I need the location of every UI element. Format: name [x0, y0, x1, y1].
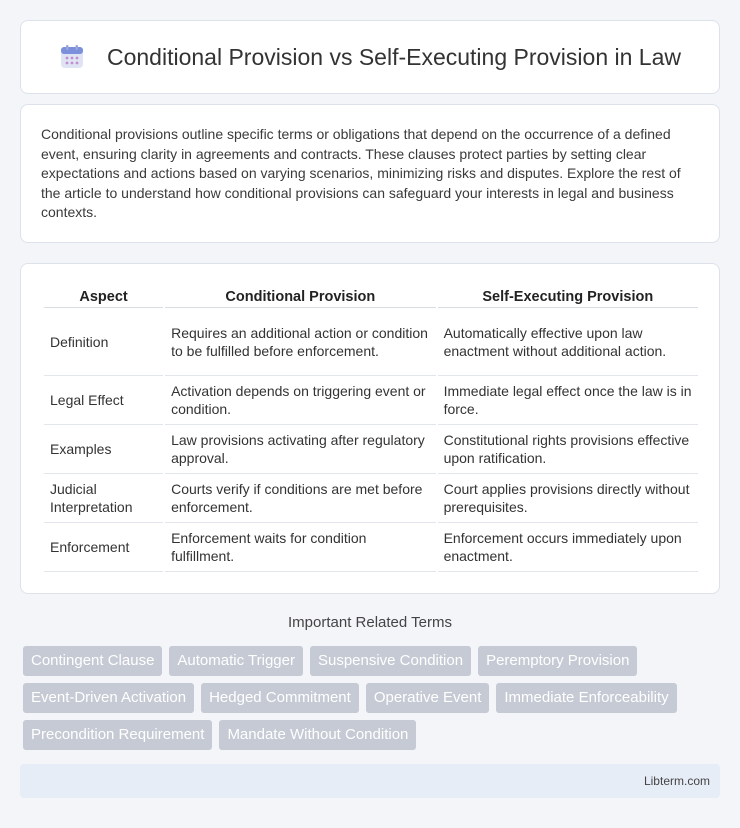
table-cell-self-executing: Constitutional rights provisions effective upon ratification.: [438, 425, 698, 474]
related-term-tag[interactable]: Mandate Without Condition: [219, 720, 416, 750]
related-term-tag[interactable]: Immediate Enforceability: [496, 683, 676, 713]
table-row: [44, 308, 698, 376]
intro-card: [20, 104, 720, 243]
table-cell-conditional: Law provisions activating after regulatory approval.: [165, 425, 435, 474]
table-cell-conditional: Activation depends on triggering event or condition.: [165, 376, 435, 425]
header-card: [20, 20, 720, 94]
column-header: Self-Executing Provision: [438, 286, 698, 308]
table-cell-conditional: Courts verify if conditions are met before enforcement.: [165, 474, 435, 523]
table-header-row: [44, 286, 698, 308]
table-cell-self-executing: Immediate legal effect once the law is in force.: [438, 376, 698, 425]
table-cell-aspect: Examples: [44, 425, 163, 474]
related-term-tag[interactable]: Hedged Commitment: [201, 683, 359, 713]
footer: [20, 764, 720, 798]
table-row: [44, 425, 698, 474]
related-terms-list: [23, 646, 723, 757]
comparison-table: [42, 286, 700, 572]
column-header: Aspect: [44, 286, 163, 308]
calendar-icon: [59, 44, 85, 70]
site-link[interactable]: Libterm.com: [643, 774, 710, 788]
related-term-tag[interactable]: Peremptory Provision: [478, 646, 637, 676]
related-terms-title: Important Related Terms: [288, 614, 452, 631]
intro-text: Conditional provisions outline specific terms or obligations that depend on the occurrence of a defined event, ensuring clarity in agreements and contracts. These clauses protect parties by setting clear expectations and actions based on varying scenarios, minimizing risks and disputes. Explore the rest of the article to understand how conditional provisions can safeguard your interests in legal and business contexts.: [41, 126, 681, 221]
related-term-tag[interactable]: Event-Driven Activation: [23, 683, 194, 713]
table-cell-conditional: Requires an additional action or condition to be fulfilled before enforcement.: [165, 308, 435, 376]
table-cell-aspect: Enforcement: [44, 523, 163, 572]
table-cell-conditional: Enforcement waits for condition fulfillment.: [165, 523, 435, 572]
table-cell-aspect: Judicial Interpretation: [44, 474, 163, 523]
related-term-tag[interactable]: Operative Event: [366, 683, 490, 713]
table-cell-self-executing: Enforcement occurs immediately upon enactment.: [438, 523, 698, 572]
table-cell-aspect: Legal Effect: [44, 376, 163, 425]
related-term-tag[interactable]: Automatic Trigger: [169, 646, 303, 676]
related-term-tag[interactable]: Suspensive Condition: [310, 646, 471, 676]
table-row: [44, 474, 698, 523]
table-cell-self-executing: Court applies provisions directly without prerequisites.: [438, 474, 698, 523]
comparison-card: [20, 263, 720, 594]
related-term-tag[interactable]: Contingent Clause: [23, 646, 162, 676]
page-title: Conditional Provision vs Self-Executing Provision in Law: [106, 43, 681, 70]
column-header: Conditional Provision: [165, 286, 435, 308]
table-cell-self-executing: Automatically effective upon law enactment without additional action.: [438, 308, 698, 376]
related-term-tag[interactable]: Precondition Requirement: [23, 720, 212, 750]
table-row: [44, 376, 698, 425]
table-row: [44, 523, 698, 572]
table-cell-aspect: Definition: [44, 308, 163, 376]
